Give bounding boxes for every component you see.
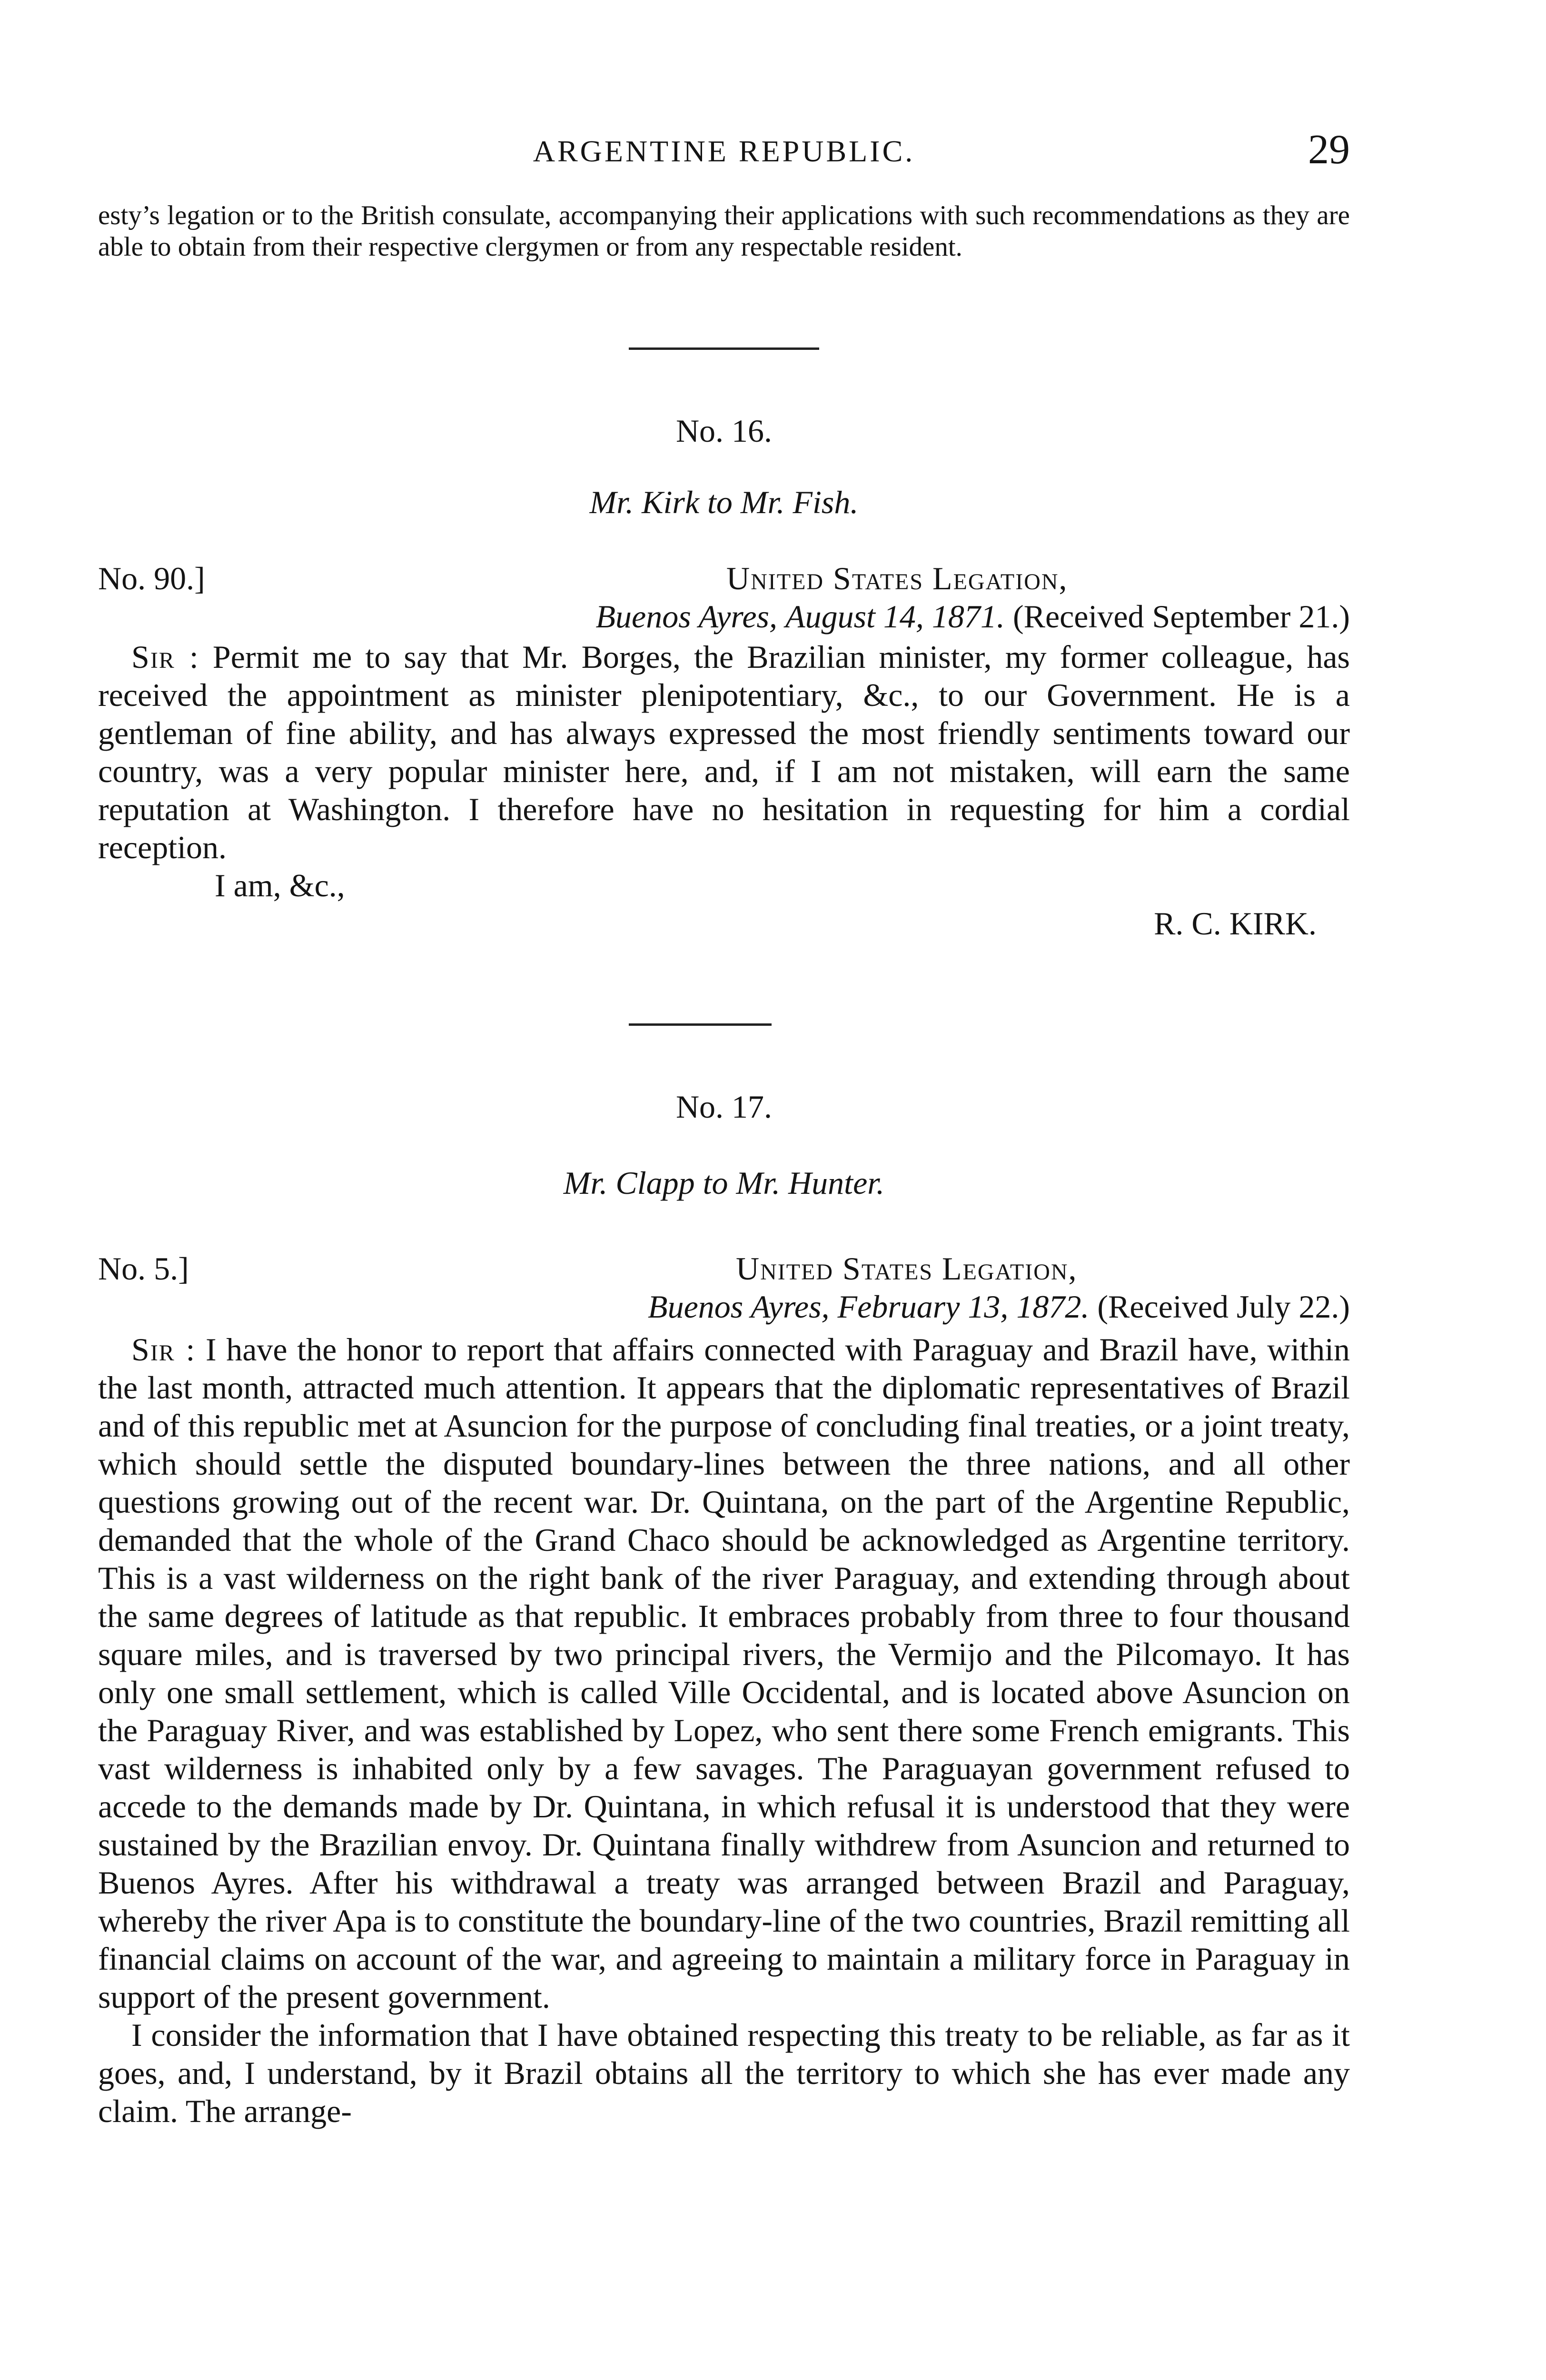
intro-paragraph: esty’s legation or to the British consulate, accompanying their applications with such recommendations as they are able to obtain from their respective clergymen or from any respectable resident.	[98, 200, 1350, 262]
doc16-title: Mr. Kirk to Mr. Fish.	[589, 484, 859, 520]
doc17-date-month: February 13, 1872.	[837, 1289, 1090, 1325]
doc17-dispatch-number: No. 5.]	[98, 1250, 189, 1287]
section-divider	[629, 347, 819, 350]
doc17-received: (Received July 22.)	[1097, 1289, 1350, 1325]
doc17-salutation: Sir :	[131, 1331, 196, 1368]
doc16-place: Buenos Ayres,	[595, 598, 778, 635]
doc17-dateline	[648, 1285, 1350, 1328]
doc16-dateline	[596, 595, 1350, 638]
doc17-place: Buenos Ayres,	[648, 1289, 830, 1325]
section-divider	[629, 1023, 772, 1026]
doc16-paragraph	[98, 638, 1350, 866]
intro-paragraph-block	[98, 200, 1350, 263]
doc16-salutation: Sir :	[131, 639, 199, 675]
running-header	[98, 128, 1350, 180]
doc17-legation: United States Legation,	[736, 1250, 1078, 1287]
doc17-paragraph-2: I consider the information that I have obtained respecting this treaty to be reliable, as far as it goes, and, I understand, by it Brazil obtains all the territory to which she has ever made any claim. The arrange-	[98, 2017, 1350, 2129]
doc16-legation: United States Legation,	[726, 560, 1068, 596]
doc17-paragraph-1	[98, 1330, 1350, 2016]
doc16-dispatch-number: No. 90.]	[98, 560, 205, 596]
doc17-body	[98, 1330, 1350, 2130]
doc16-text: Permit me to say that Mr. Borges, the Brazilian minister, my former colleague, has received the appointment as minister plenipotentiary, &c., to our Government. He is a gentleman of fine ability, and has always expressed the most friendly sentiments toward our country, was a very popular minister here, and, if I am not mistaken, will earn the same reputation at Washington. I therefore have no hesitation in requesting for him a cordial reception.	[98, 639, 1350, 865]
doc16-number: No. 16.	[675, 413, 773, 449]
doc16-received: (Received September 21.)	[1012, 598, 1350, 635]
doc17-text-1: I have the honor to report that affairs connected with Paraguay and Brazil have, within the last month, attracted much attention. It appears that the diplomatic representatives of Brazil and of this republic met at Asuncion for the purpose of concluding final treaties, or a joint treaty, which should settle the disputed boundary-lines between the three nations, and all other questions growing out of the recent war. Dr. Quintana, on the part of the Argentine Republic, demanded that the whole of the Grand Chaco should be acknowledged as Argentine territory. This is a vast wilderness on the right bank of the river Paraguay, and extending through about the same degrees of latitude as that republic. It embraces probably from three to four thousand square miles, and is traversed by two principal rivers, the Vermijo and the Pilcomayo. It has only one small settlement, which is called Ville Occidental, and is located above Asuncion on the Paraguay River, and was established by Lopez, who sent there some French emigrants. This vast wilderness is inhabited only by a few savages. The Paraguayan government refused to accede to the demands made by Dr. Quintana, in which refusal it is understood that they were sustained by the Brazilian envoy. Dr. Quintana finally withdrew from Asuncion and returned to Buenos Ayres. After his withdrawal a treaty was arranged between Brazil and Paraguay, whereby the river Apa is to constitute the boundary-line of the two countries, Brazil remitting all financial claims on account of the war, and agreeing to maintain a military force in Paraguay in support of the present government.	[98, 1331, 1350, 2015]
doc16-closing: I am, &c.,	[215, 867, 345, 903]
doc16-body	[98, 638, 1350, 942]
page-number: 29	[1308, 127, 1350, 173]
doc16-signature: R. C. KIRK.	[1154, 905, 1317, 942]
doc16-date-month: August 14, 1871.	[785, 598, 1005, 635]
doc17-number: No. 17.	[675, 1089, 773, 1125]
doc17-title: Mr. Clapp to Mr. Hunter.	[563, 1165, 885, 1201]
running-title: ARGENTINE REPUBLIC.	[533, 134, 915, 168]
document-page	[98, 0, 1350, 2380]
